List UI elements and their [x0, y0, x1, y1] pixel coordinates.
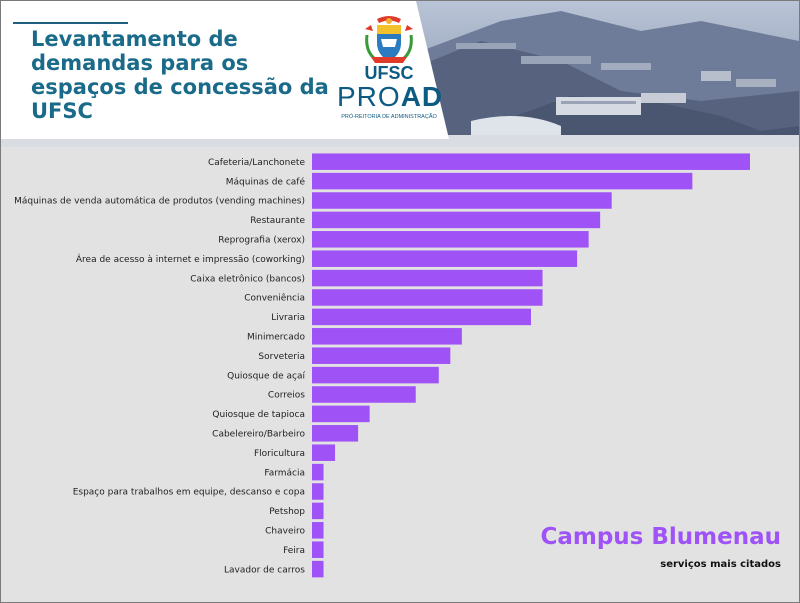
logo-proad-text — [337, 81, 444, 113]
chart-title: Campus Blumenau — [540, 524, 781, 550]
category-label: Quiosque de tapioca — [212, 410, 305, 421]
bar — [312, 444, 335, 461]
category-label: Área de acesso à internet e impressão (coworking) — [75, 254, 305, 265]
category-label: Máquinas de café — [225, 177, 305, 188]
bar — [312, 270, 543, 287]
bar — [312, 328, 462, 345]
bar — [312, 192, 612, 209]
category-label: Espaço para trabalhos em equipe, descanso e copa — [72, 487, 305, 498]
bar — [312, 250, 577, 267]
bar — [312, 561, 324, 578]
category-label: Minimercado — [247, 332, 305, 343]
bar — [312, 386, 416, 403]
category-label: Conveniência — [244, 293, 305, 304]
category-label: Lavador de carros — [224, 565, 305, 576]
category-label: Livraria — [271, 313, 305, 324]
category-label: Quiosque de açaí — [227, 371, 305, 382]
bar — [312, 153, 750, 170]
bar — [312, 289, 543, 306]
category-label: Floricultura — [254, 448, 305, 459]
category-label: Reprografia (xerox) — [218, 235, 305, 246]
category-label: Chaveiro — [265, 526, 305, 537]
bar — [312, 541, 324, 558]
category-label: Feira — [283, 545, 305, 556]
category-label: Restaurante — [250, 216, 305, 227]
logo-ufsc-text: UFSC — [364, 63, 414, 83]
category-label: Correios — [267, 390, 305, 401]
bar — [312, 309, 531, 326]
logo-proad-bold: AD — [400, 81, 444, 112]
bar — [312, 406, 370, 423]
decorative-line — [13, 22, 128, 24]
ufsc-crest-icon — [337, 15, 441, 65]
bar — [312, 522, 324, 539]
header-banner — [1, 1, 799, 147]
category-label: Farmácia — [264, 468, 305, 479]
category-label: Petshop — [269, 507, 305, 518]
bar — [312, 231, 589, 248]
category-label: Cabelereiro/Barbeiro — [212, 429, 305, 440]
category-label: Máquinas de venda automática de produtos (vending machines) — [14, 196, 305, 207]
logo-proad-light: PRO — [337, 81, 401, 112]
chart-subtitle: serviços mais citados — [660, 559, 781, 570]
page-title: Levantamento de demandas para os espaços de concessão da UFSC — [31, 27, 329, 123]
category-label: Sorveteria — [258, 351, 305, 362]
bar — [312, 173, 692, 190]
logo-subtitle: PRÓ-REITORIA DE ADMINISTRAÇÃO — [341, 114, 437, 120]
category-label: Cafeteria/Lanchonete — [207, 157, 305, 168]
category-label: Caixa eletrônico (bancos) — [190, 274, 305, 285]
bar — [312, 212, 600, 229]
bar — [312, 503, 324, 520]
bar — [312, 483, 324, 500]
ufsc-proad-logo — [337, 15, 444, 127]
bar — [312, 425, 358, 442]
bar — [312, 347, 450, 364]
bar — [312, 367, 439, 384]
bar — [312, 464, 324, 481]
